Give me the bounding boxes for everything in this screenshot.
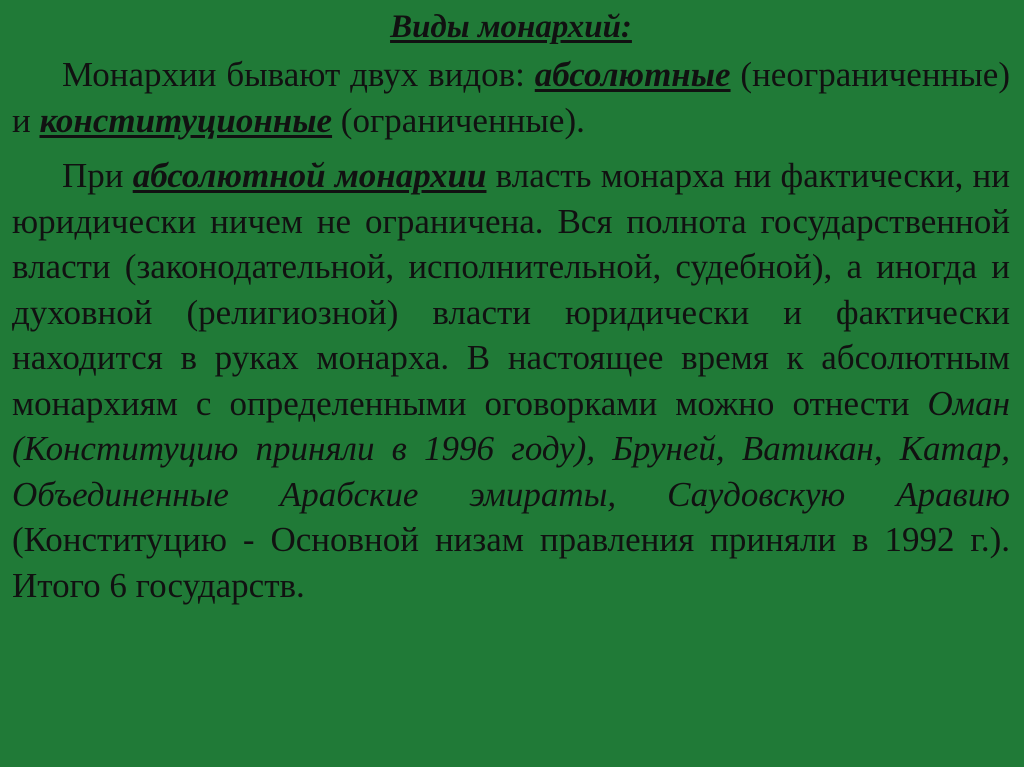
- term-constitutional: конституционные: [39, 100, 333, 140]
- paragraph-absolute-monarchy: [12, 153, 1010, 608]
- slide-title: Виды монархий:: [390, 9, 632, 45]
- paragraph1-text-2: (неограниченные) и: [12, 55, 1010, 140]
- paragraph2-text-2: власть монарха ни фактически, ни юридически ничем не ограничена. Вся полнота государственной власти (законодательной, исполнительной, судебной), а иногда и духовной (религиозной) власти юридически и фактически находится в руках монарха. В настоящее время к абсолютным монархиям с определенными оговорками можно отнести: [12, 156, 1010, 423]
- countries-list: Оман (Конституцию приняли в 1996 году), Бруней, Ватикан, Катар, Объединенные Арабские эмираты, Саудовскую Аравию: [12, 383, 1010, 514]
- term-absolute-monarchy: абсолютной монархии: [132, 156, 487, 195]
- paragraph1-text-3: (ограниченные).: [332, 100, 585, 140]
- paragraph2-text-3: (Конституцию - Основной низам правления приняли в 1992 г.). Итого 6 государств.: [12, 520, 1010, 605]
- paragraph-monarchy-types: [12, 52, 1010, 143]
- paragraph1-text-1: Монархии бывают двух видов:: [62, 55, 535, 94]
- term-absolute: абсолютные: [534, 55, 731, 94]
- paragraph2-text-1: При: [62, 156, 133, 195]
